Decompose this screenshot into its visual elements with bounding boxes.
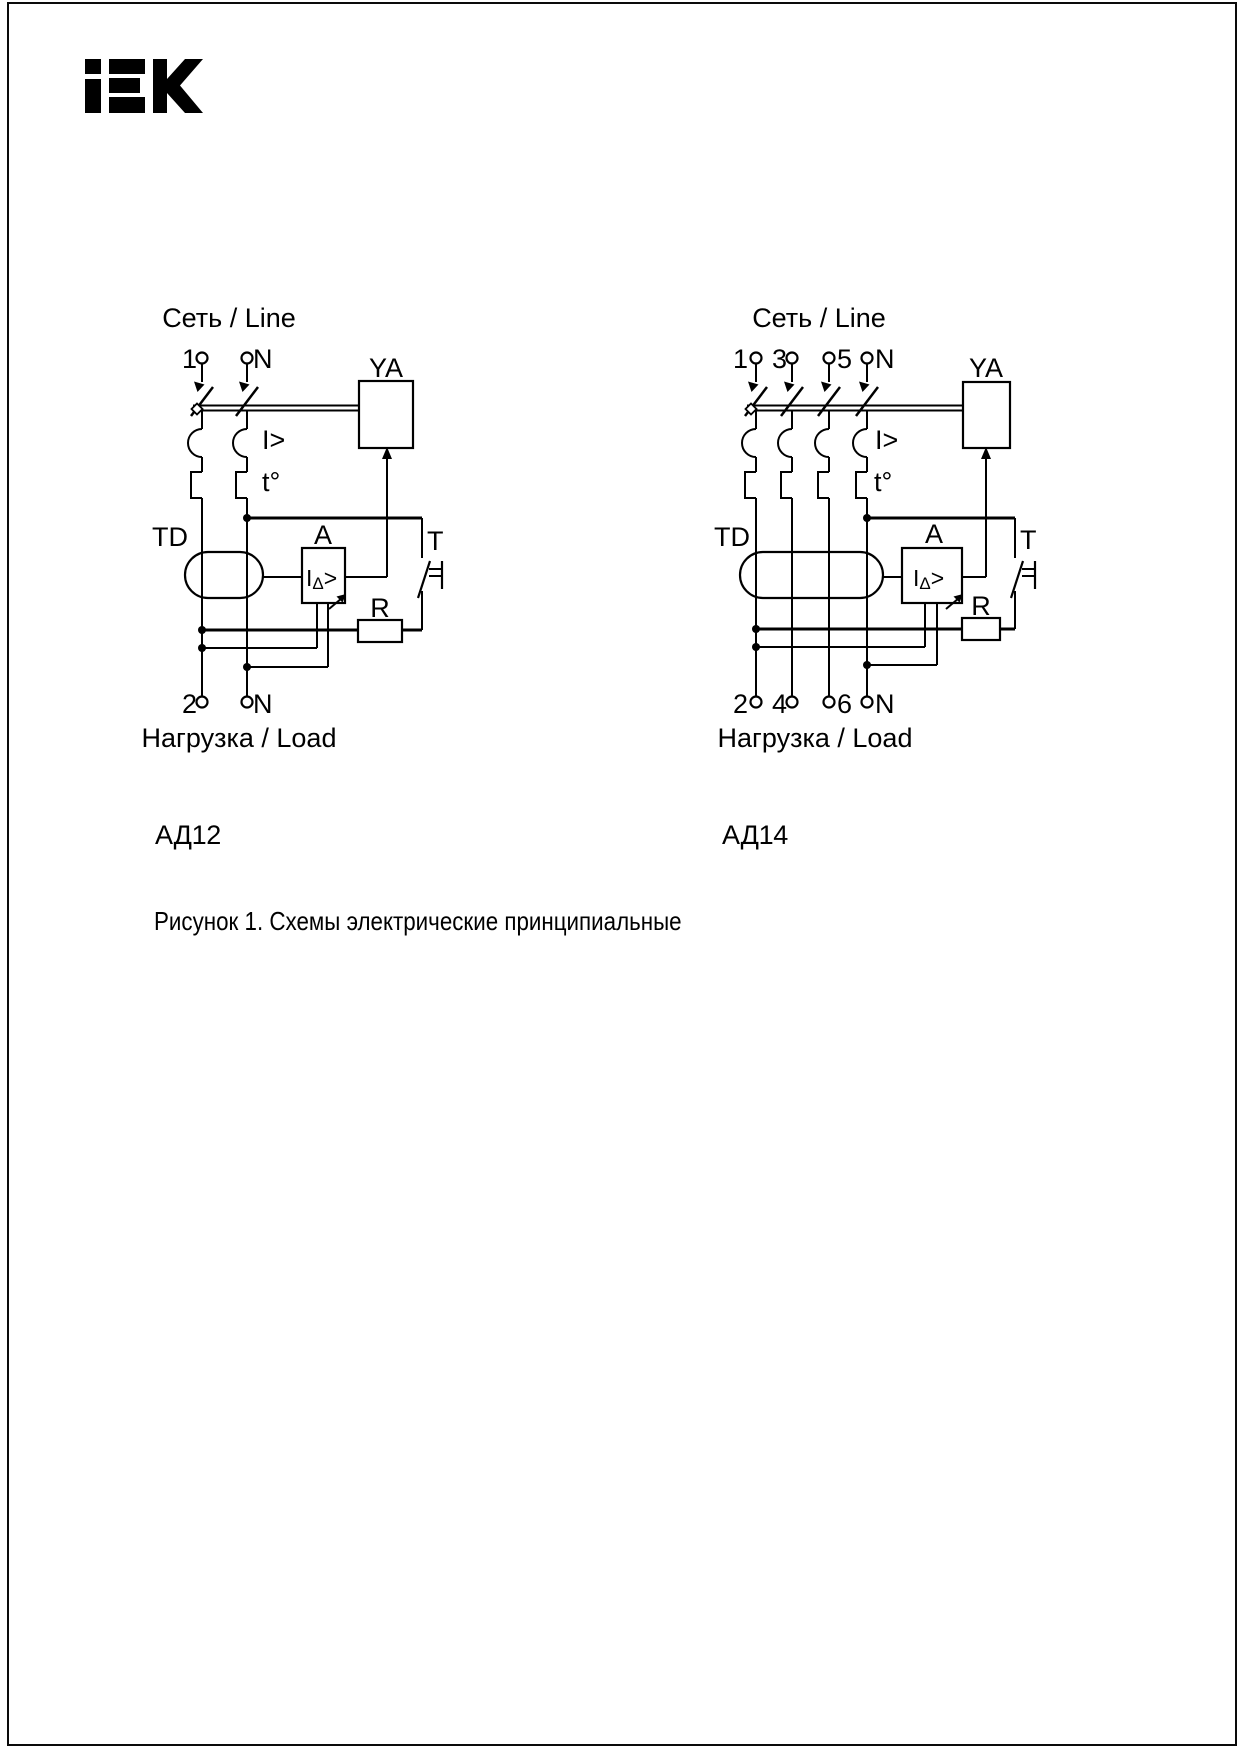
moving-contact-arrow xyxy=(194,382,205,393)
thermal-release xyxy=(191,472,202,498)
model-label-ad14: АД14 xyxy=(722,820,789,850)
line-side-label: Сеть / Line xyxy=(162,303,296,333)
thermal-release xyxy=(236,472,247,498)
r-box xyxy=(358,620,402,642)
terminal-label: 6 xyxy=(837,689,853,719)
terminal-circle-bottom-2 xyxy=(751,697,762,708)
terminal-label: 2 xyxy=(732,689,748,719)
line-side-label: Сеть / Line xyxy=(752,303,886,333)
load-side-label: Нагрузка / Load xyxy=(141,723,337,753)
r-label: R xyxy=(370,593,390,623)
magnetic-release-coil xyxy=(188,429,202,457)
terminal-label: N xyxy=(875,689,895,719)
resistor xyxy=(962,591,1015,640)
toroid xyxy=(185,552,263,598)
trip-linkage-bar xyxy=(192,404,360,415)
magnetic-release-coil xyxy=(778,429,792,457)
ya-box xyxy=(963,382,1010,448)
ya-label: YA xyxy=(968,353,1004,383)
bottom-wiring xyxy=(752,603,962,669)
moving-contact-arrow xyxy=(239,382,250,393)
trip-linkage-bar xyxy=(746,404,964,415)
diff-gt: > xyxy=(323,565,338,591)
thermal-release xyxy=(781,472,792,498)
button-blade xyxy=(1011,561,1023,598)
diagram-ad12 xyxy=(142,303,444,753)
magnetic-release-coil xyxy=(853,429,867,457)
terminal-label: 5 xyxy=(837,344,853,374)
overcurrent-label: I> xyxy=(262,425,286,455)
diff-gt: > xyxy=(930,565,945,591)
junction-dot xyxy=(863,661,871,669)
differential-module xyxy=(302,520,346,609)
toroid-transformer xyxy=(714,522,883,598)
thermal-release xyxy=(818,472,829,498)
magnetic-release-coil xyxy=(815,429,829,457)
resistor xyxy=(358,593,422,642)
diff-delta: Δ xyxy=(919,574,931,593)
terminal-circle-top-1 xyxy=(197,353,208,364)
terminal-circle-top-1 xyxy=(751,353,762,364)
ya-label: YA xyxy=(368,353,404,383)
test-label: T xyxy=(1020,525,1037,555)
terminal-circle-top-5 xyxy=(824,353,835,364)
terminal-label: N xyxy=(253,689,273,719)
test-button xyxy=(418,518,444,630)
junction-dot xyxy=(198,644,206,652)
magnetic-release-coil xyxy=(742,429,756,457)
overcurrent-label: I> xyxy=(875,425,899,455)
diff-i: I xyxy=(306,565,313,591)
diff-i: I xyxy=(913,565,920,591)
load-side-label: Нагрузка / Load xyxy=(717,723,913,753)
toroid xyxy=(740,552,883,598)
thermal-label: t° xyxy=(874,467,893,497)
figure-caption: Рисунок 1. Схемы электрические принципиальные xyxy=(154,906,682,936)
junction-dot xyxy=(198,626,206,634)
bottom-wiring xyxy=(198,603,358,671)
diagram-ad14 xyxy=(714,303,1037,753)
terminal-label: N xyxy=(875,344,895,374)
junction-dot xyxy=(752,625,760,633)
terminal-circle-top-3 xyxy=(787,353,798,364)
diff-delta: Δ xyxy=(312,574,324,593)
thermal-release xyxy=(856,472,867,498)
terminal-label: 1 xyxy=(181,344,197,374)
model-label-ad12: АД12 xyxy=(155,820,222,850)
terminal-label: 3 xyxy=(771,344,787,374)
terminal-circle-bottom-n xyxy=(862,697,873,708)
terminal-circle-top-n xyxy=(862,353,873,364)
solenoid-ya xyxy=(359,353,413,448)
terminal-label: N xyxy=(253,344,273,374)
ya-box xyxy=(359,381,413,448)
terminal-label: 2 xyxy=(181,689,197,719)
terminal-circle-bottom-6 xyxy=(824,697,835,708)
button-blade xyxy=(418,561,430,598)
moving-contact-arrow xyxy=(748,382,759,393)
r-box xyxy=(962,618,1000,640)
moving-contact-arrow xyxy=(859,382,870,393)
test-label: T xyxy=(427,526,444,556)
td-label: TD xyxy=(152,522,188,552)
td-label: TD xyxy=(714,522,750,552)
moving-contact-arrow xyxy=(784,382,795,393)
solenoid-ya xyxy=(963,353,1010,448)
thermal-label: t° xyxy=(262,467,281,497)
a-label: A xyxy=(313,520,333,550)
terminal-circle-bottom-2 xyxy=(197,697,208,708)
a-label: A xyxy=(924,519,944,549)
terminal-label: 1 xyxy=(732,344,748,374)
thermal-release xyxy=(745,472,756,498)
test-button xyxy=(1011,518,1037,629)
moving-contact-arrow xyxy=(821,382,832,393)
terminal-circle-top-n xyxy=(242,353,253,364)
junction-dot xyxy=(243,663,251,671)
magnetic-release-coil xyxy=(233,429,247,457)
junction-dot xyxy=(752,643,760,651)
r-label: R xyxy=(971,591,991,621)
terminal-label: 4 xyxy=(771,689,787,719)
terminal-circle-bottom-n xyxy=(242,697,253,708)
differential-module xyxy=(902,519,963,609)
terminal-circle-bottom-4 xyxy=(787,697,798,708)
